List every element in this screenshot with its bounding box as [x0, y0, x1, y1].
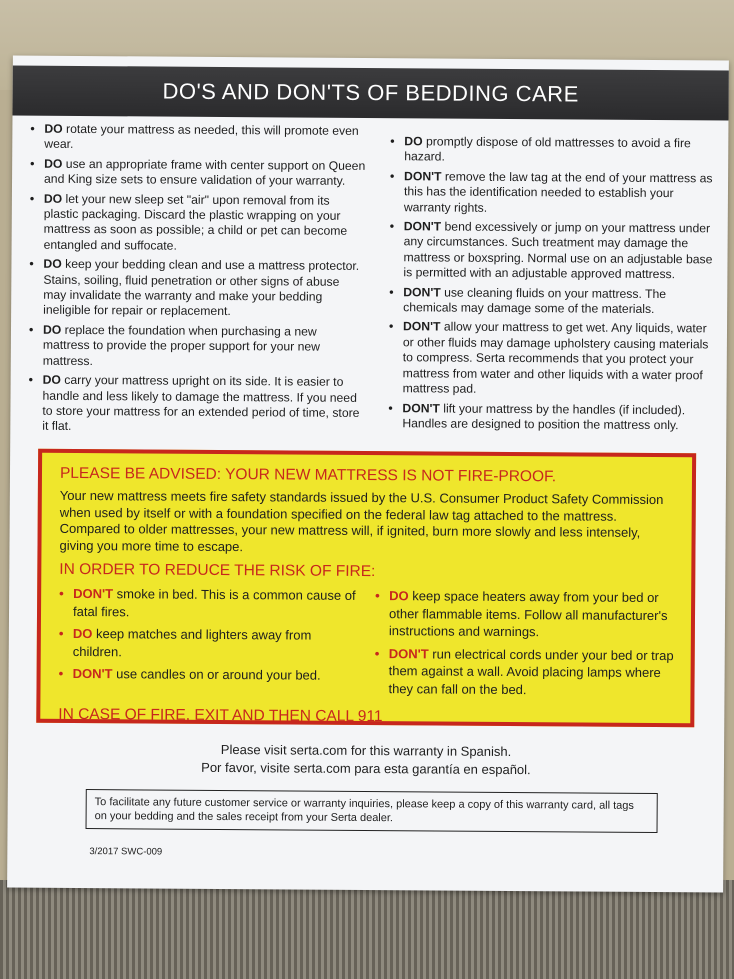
- item-text: lift your mattress by the handles (if included). Handles are designed to position the mattress only.: [402, 401, 686, 433]
- item-keyword: DON'T: [73, 586, 114, 602]
- bullet-icon: •: [29, 191, 35, 206]
- item-keyword: DON'T: [404, 169, 442, 184]
- right-column: [388, 124, 720, 443]
- item-keyword: DON'T: [403, 284, 441, 300]
- bullet-icon: •: [388, 319, 394, 334]
- list-item: [389, 320, 720, 399]
- item-keyword: DON'T: [72, 666, 113, 682]
- list-item: [30, 191, 366, 255]
- item-keyword: DON'T: [402, 319, 441, 334]
- list-item: [374, 645, 676, 700]
- item-keyword: DO: [389, 588, 409, 604]
- item-keyword: DO: [43, 191, 63, 206]
- item-text: keep your bedding clean and use a mattress protector. Stains, soiling, fluid penetration or other signs of abuse may invalidate the warranty and make your bedding ineligible for repair or replacement.: [43, 257, 360, 319]
- bullet-icon: •: [28, 322, 34, 337]
- background-mesh: [0, 880, 734, 979]
- list-item: [29, 323, 365, 372]
- item-keyword: DO: [44, 156, 63, 171]
- title-bar: [12, 66, 728, 121]
- list-item: [390, 169, 720, 218]
- form-code: 3/2017 SWC-009: [89, 846, 163, 858]
- item-text: let your new sleep set "air" upon removal from its plastic packaging. Discard the plastic wrapping on your mattress as soon as possible; a child or pet can become entangled and suffocate.: [43, 191, 348, 253]
- list-item: [389, 285, 719, 318]
- warranty-notice-box: [86, 789, 658, 833]
- item-text: use an appropriate frame with center support on Queen and King size sets to ensure validation of your warranty.: [44, 156, 366, 189]
- advisory-right-column: [374, 587, 677, 704]
- list-item: [59, 625, 361, 662]
- list-item: [28, 373, 364, 437]
- bullet-icon: •: [59, 586, 64, 602]
- list-item: [30, 156, 366, 189]
- bullet-icon: •: [388, 400, 393, 415]
- bullet-icon: •: [390, 168, 395, 183]
- advisory-footer: IN CASE OF FIRE, EXIT AND THEN CALL 911: [58, 706, 383, 726]
- bullet-icon: •: [30, 121, 35, 136]
- item-text: carry your mattress upright on its side. It is easier to handle and less likely to damage the mattress. If you need to store your mattress for an extended period of time, store it flat.: [42, 372, 360, 434]
- bullet-icon: •: [28, 372, 33, 387]
- advisory-left-column: [58, 585, 361, 702]
- item-keyword: DO: [404, 134, 423, 149]
- item-text: run electrical cords under your bed or trap them against a wall. Avoid placing lamps where they can fall on the bed.: [388, 646, 674, 697]
- item-keyword: DO: [72, 626, 93, 642]
- bullet-icon: •: [389, 284, 394, 299]
- item-keyword: DON'T: [388, 646, 429, 662]
- page-title: DO'S AND DON'TS OF BEDDING CARE: [162, 78, 579, 107]
- list-item: [59, 585, 361, 622]
- item-text: allow your mattress to get wet. Any liquids, water or other fluids may damage upholstery causing materials to compress. Serta recommends that you protect your mattress from water and other liquids with a water proof mattress pad.: [402, 319, 709, 396]
- bullet-icon: •: [390, 134, 395, 149]
- fire-advisory-box: [36, 449, 696, 728]
- item-text: smoke in bed. This is a common cause of fatal fires.: [72, 586, 356, 620]
- list-item: [388, 401, 718, 434]
- item-text: promptly dispose of old mattresses to avoid a fire hazard.: [404, 134, 691, 164]
- list-item: [30, 122, 366, 155]
- care-columns: [28, 122, 720, 444]
- bullet-icon: •: [375, 588, 380, 604]
- advisory-body: Your new mattress meets fire safety standards issued by the U.S. Consumer Product Safety Commission when used by itself or with a foundation specified on the federal law tag attached to the mattress. Compared to older mattresses, your new mattress will, if ignited, burn more slowly and less intensely, giving you more time to escape.: [59, 487, 664, 554]
- bullet-icon: •: [389, 219, 395, 234]
- item-text: keep matches and lighters away from children.: [72, 626, 312, 660]
- item-text: bend excessively or jump on your mattress under any circumstances. Such treatment may damage the mattress or boxspring. Normal use on an adjustable base is permitted with an adjustable approved mattress.: [403, 219, 713, 282]
- advisory-title: PLEASE BE ADVISED: YOUR NEW MATTRESS IS NOT FIRE-PROOF.: [59, 464, 557, 486]
- bullet-icon: •: [29, 256, 34, 271]
- bullet-icon: •: [374, 645, 380, 661]
- visit-spanish: Por favor, visite serta.com para esta garantía en español.: [201, 759, 531, 778]
- bullet-icon: •: [58, 626, 64, 642]
- advisory-columns: [58, 585, 677, 704]
- list-item: [59, 665, 361, 685]
- list-item: [390, 134, 720, 167]
- item-keyword: DO: [44, 121, 63, 136]
- warranty-card: [7, 56, 729, 893]
- item-text: use cleaning fluids on your mattress. The chemicals may damage some of the materials.: [403, 285, 667, 317]
- item-keyword: DO: [43, 256, 62, 272]
- bullet-icon: •: [30, 156, 35, 171]
- visit-english: Please visit serta.com for this warranty in Spanish.: [220, 741, 512, 760]
- item-keyword: DON'T: [402, 400, 440, 416]
- spanish-warranty-note: [8, 739, 724, 780]
- item-text: replace the foundation when purchasing a new mattress to provide the proper support for your new mattress.: [42, 322, 321, 368]
- bullet-icon: •: [58, 666, 64, 682]
- item-text: remove the law tag at the end of your mattress as this has the identification needed to establish your warranty rights.: [403, 169, 713, 215]
- left-column: [28, 122, 366, 441]
- item-text: keep space heaters away from your bed or other flammable items. Follow all manufacturer's instructions and warnings.: [388, 588, 668, 640]
- item-keyword: DO: [42, 372, 61, 387]
- item-keyword: DO: [42, 322, 62, 337]
- list-item: [389, 219, 719, 283]
- list-item: [29, 257, 365, 321]
- item-keyword: DON'T: [403, 219, 442, 234]
- notice-text: To facilitate any future customer service or warranty inquiries, please keep a copy of this warranty card, all tags on your bedding and the sales receipt from your Serta dealer.: [94, 796, 634, 825]
- list-item: [375, 587, 677, 642]
- item-text: rotate your mattress as needed, this will promote even wear.: [44, 121, 359, 152]
- item-text: use candles on or around your bed.: [112, 666, 321, 684]
- advisory-subtitle: IN ORDER TO REDUCE THE RISK OF FIRE:: [59, 561, 376, 581]
